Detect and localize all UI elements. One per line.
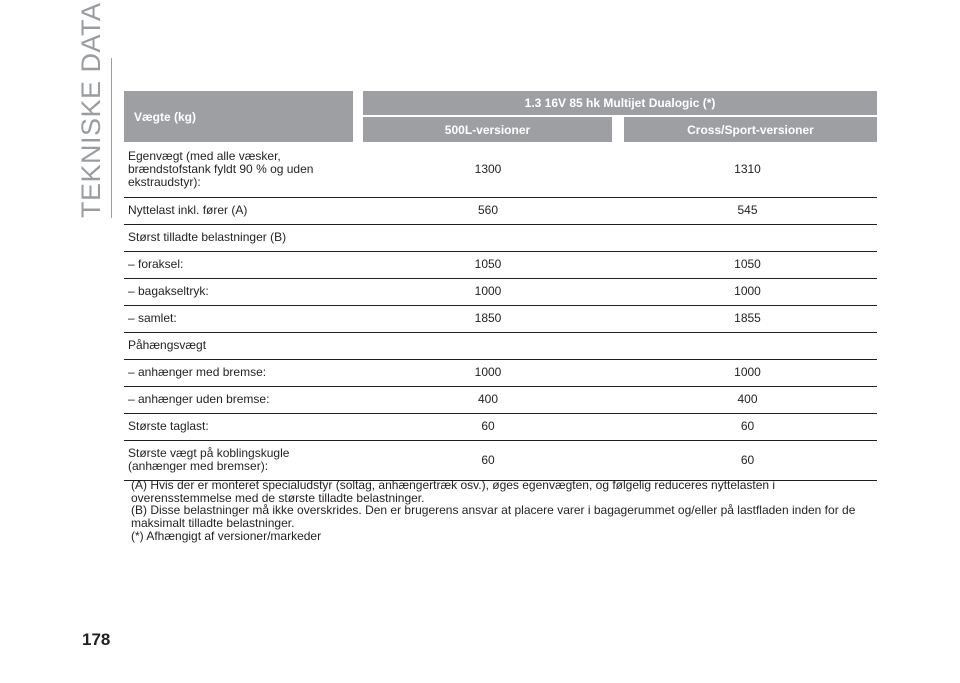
row-value-cross-sport: 60 [618,413,877,440]
row-label: Egenvægt (med alle væsker, brændstofstank fyldt 90 % og uden ekstraudstyr): [124,142,358,197]
table-row [124,386,877,413]
variant-header-cross-sport: Cross/Sport-versioner [618,116,877,142]
row-value-cross-sport: 400 [618,386,877,413]
row-value-500l: 1300 [358,142,618,197]
table-row [124,251,877,278]
row-value-cross-sport: 545 [618,197,877,224]
table-row [124,332,877,359]
table-corner-label: Vægte (kg) [124,91,358,142]
row-value-500l: 60 [358,413,618,440]
footnote-a: (A) Hvis der er monteret specialudstyr (soltag, anhængertræk osv.), øges egenvægten, og følgelig reduceres nyttelasten i overensstemmelse med de største tilladte belastninger. [131,478,776,505]
row-value-cross-sport: 1050 [618,251,877,278]
row-value-cross-sport: 1310 [618,142,877,197]
row-value-cross-sport [618,224,877,251]
section-title: TEKNISKE DATA [76,2,106,218]
row-value-500l [358,224,618,251]
table-row [124,142,877,197]
row-value-500l: 60 [358,440,618,480]
row-label: Påhængsvægt [124,332,358,359]
row-label: Største taglast: [124,413,358,440]
row-value-500l: 1000 [358,278,618,305]
page-number: 178 [82,630,111,649]
row-value-500l: 1050 [358,251,618,278]
row-value-500l: 560 [358,197,618,224]
table-row [124,413,877,440]
section-divider [111,58,112,218]
row-value-cross-sport: 1000 [618,359,877,386]
row-label: Største vægt på koblingskugle (anhænger med bremser): [124,440,358,480]
table-row [124,278,877,305]
footnote-b: (B) Disse belastninger må ikke overskrides. Den er brugerens ansvar at placere varer i bagagerummet og/eller på lastfladen inden for de maksimalt tilladte belastninger. [131,503,856,531]
row-value-cross-sport [618,332,877,359]
variant-header-500l: 500L-versioner [358,116,618,142]
row-label: – anhænger uden bremse: [124,386,358,413]
row-label: – anhænger med bremse: [124,359,358,386]
row-label: – foraksel: [124,251,358,278]
row-label: – bagakseltryk: [124,278,358,305]
table-row [124,224,877,251]
row-label: Nyttelast inkl. fører (A) [124,197,358,224]
row-label: – samlet: [124,305,358,332]
row-label: Størst tilladte belastninger (B) [124,224,358,251]
row-value-cross-sport: 60 [618,440,877,480]
engine-header: 1.3 16V 85 hk Multijet Dualogic (*) [358,91,877,116]
row-value-500l: 400 [358,386,618,413]
row-value-cross-sport: 1855 [618,305,877,332]
row-value-500l [358,332,618,359]
row-value-500l: 1850 [358,305,618,332]
row-value-cross-sport: 1000 [618,278,877,305]
table-row [124,359,877,386]
table-row [124,305,877,332]
table-row [124,197,877,224]
footnote-asterisk: (*) Afhængigt af versioner/markeder [131,528,322,543]
table-row [124,440,877,480]
weights-table [124,91,877,481]
row-value-500l: 1000 [358,359,618,386]
footnotes [131,479,871,543]
